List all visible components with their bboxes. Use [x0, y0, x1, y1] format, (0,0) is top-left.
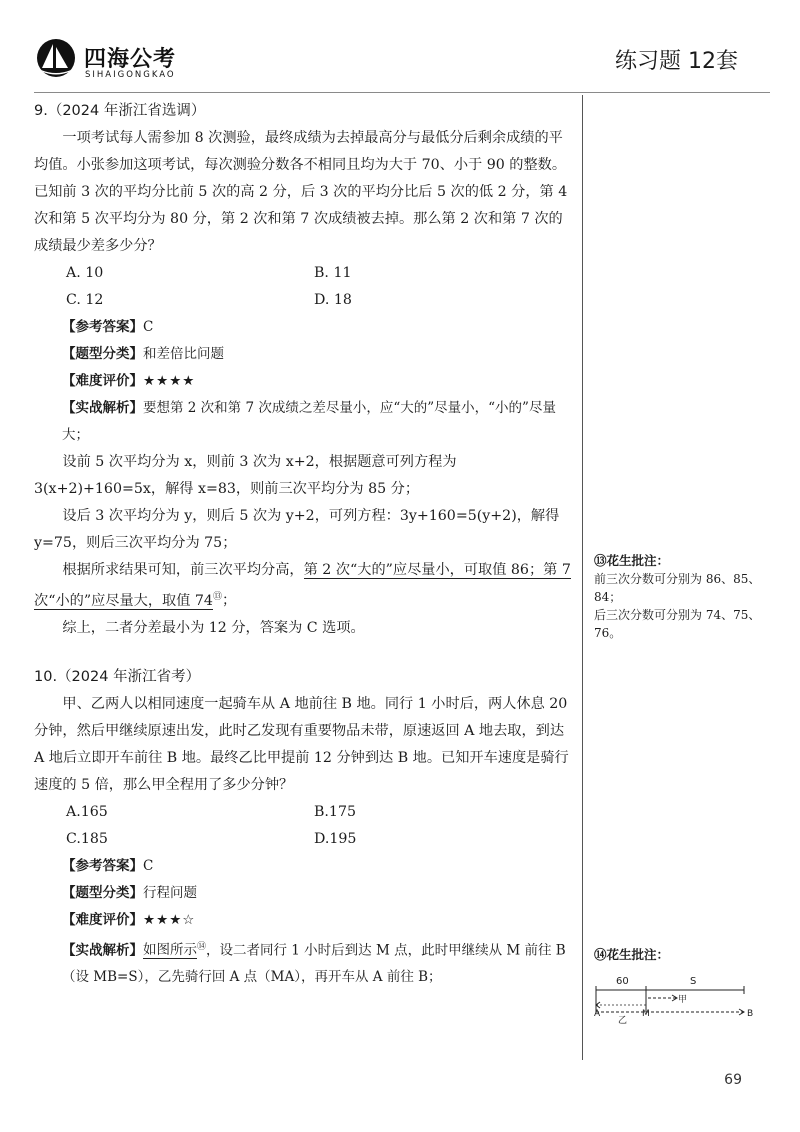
option-b: B.175	[314, 803, 357, 820]
diagram-label-jia: 甲	[678, 995, 688, 1005]
option-b: B. 11	[314, 265, 352, 281]
note-14-mark: ⑭	[197, 941, 207, 952]
analysis-label: 【实战解析】	[62, 400, 143, 416]
side-note-13	[594, 552, 774, 642]
margin-divider	[582, 95, 583, 1060]
difficulty-label: 【难度评价】	[62, 373, 143, 389]
question-10-heading: 10.（2024 年浙江省考）	[34, 668, 201, 685]
side-note-14-title: ⑭花生批注：	[594, 947, 670, 962]
option-c: C. 12	[66, 292, 104, 308]
diagram-label-m: M	[642, 1009, 650, 1019]
analysis-line	[34, 934, 574, 992]
type-value: 和差倍比问题	[143, 346, 224, 362]
answer-line	[34, 314, 574, 341]
analysis-line-4	[34, 557, 574, 615]
difficulty-label: 【难度评价】	[62, 911, 143, 928]
option-a: A.165	[66, 803, 108, 820]
question-10-options-row-1	[34, 799, 574, 826]
question-10-body: 甲、乙两人以相同速度一起骑车从 A 地前往 B 地。同行 1 小时后，两人休息 20 分钟，然后甲继续原速出发，此时乙发现有重要物品未带，原速返回 A 地去取，到达 A 地后立即开车前往 B 地。最终乙比甲提前 12 分钟到达 B 地。已知开车速度是骑行速度的 5 倍，那么甲全程用了多少分钟？	[34, 695, 569, 793]
answer-value: C	[143, 857, 154, 874]
analysis-text-5: 综上，二者分差最小为 12 分，答案为 C 选项。	[62, 619, 365, 636]
option-d: D. 18	[314, 292, 352, 308]
answer-line	[34, 853, 574, 880]
header-divider	[34, 92, 770, 93]
question-9-body: 一项考试每人需参加 8 次测验，最终成绩为去掉最高分与最低分后剩余成绩的平均值。小张参加这项考试，每次测验分数各不相同且均为大于 70、小于 90 的整数。已知前 3 次的平均分比前 5 次的高 2 分，后 3 次的平均分比后 5 次的低 2 分，第 4 次和第 5 次平均分为 80 分，第 2 次和第 7 次成绩被去掉。那么第 2 次和第 7 次的成绩最少差多少分？	[34, 130, 568, 254]
type-value: 行程问题	[143, 884, 197, 901]
analysis-text-a-underlined: 如图所示	[143, 942, 197, 959]
analysis-text-3: 设后 3 次平均分为 y，则后 5 次为 y+2，可列方程：3y+160=5(y+2)，解得 y=75，则后三次平均分为 75；	[34, 508, 560, 551]
note-13-mark: ⑬	[212, 592, 222, 602]
type-label: 【题型分类】	[62, 884, 143, 901]
type-line	[34, 880, 574, 907]
side-note-13-title: ⑬花生批注：	[594, 553, 670, 568]
diagram-label-s: S	[690, 976, 697, 987]
analysis-text-b: ，设二者同行 1 小时后到达 M 点，此时甲继续从 M 前往 B（设 MB=S），乙先骑行回 A 点（MA），再开车从 A 前往 B；	[62, 942, 566, 986]
diagram-label-a: A	[594, 1009, 601, 1019]
option-c: C.185	[66, 830, 108, 847]
side-note-14	[594, 946, 774, 964]
side-note-13-line-1: 前三次分数可分别为 86、85、84；	[594, 572, 761, 604]
question-9-options-row-1	[34, 260, 574, 287]
side-note-13-line-2: 后三次分数可分别为 74、75、76。	[594, 608, 761, 640]
analysis-text-2: 设前 5 次平均分为 x，则前 3 次为 x+2，根据题意可列方程为 3(x+2)+160=5x，解得 x=83，则前三次平均分为 85 分；	[34, 454, 457, 497]
question-9-options-row-2	[34, 287, 574, 314]
page-header	[0, 0, 800, 95]
diagram-label-yi: 乙	[618, 1016, 628, 1024]
answer-value: C	[143, 319, 154, 335]
diagram-label-b: B	[747, 1009, 754, 1019]
answer-label: 【参考答案】	[62, 319, 143, 335]
analysis-text-4a: 根据所求结果可知，前三次平均分高，	[62, 562, 304, 578]
analysis-text-1: 要想第 2 次和第 7 次成绩之差尽量小，应“大的”尽量小，“小的”尽量大；	[62, 400, 556, 443]
type-line	[34, 341, 574, 368]
route-diagram	[594, 972, 764, 1024]
sailboat-logo-icon	[35, 38, 77, 78]
diagram-label-60: 60	[616, 976, 629, 987]
question-gap	[34, 642, 574, 664]
main-column	[34, 98, 574, 991]
type-label: 【题型分类】	[62, 346, 143, 362]
brand-subtitle: SIHAIGONGKAO	[85, 70, 176, 80]
analysis-label: 【实战解析】	[62, 942, 143, 959]
brand-name: 四海公考	[84, 47, 177, 72]
analysis-text-4c: ；	[221, 592, 237, 609]
difficulty-stars: ★★★☆	[143, 911, 196, 928]
question-9-heading: 9.（2024 年浙江省选调）	[34, 103, 206, 119]
difficulty-stars: ★★★★	[143, 373, 196, 389]
answer-label: 【参考答案】	[62, 857, 143, 874]
option-d: D.195	[314, 830, 357, 847]
difficulty-line	[34, 907, 574, 934]
analysis-line-1	[34, 395, 574, 449]
question-10-options-row-2	[34, 826, 574, 853]
analysis-text-4b-underlined: 第 2 次“大的”应尽量小，可取值 86；第 7 次“小的”应尽量大，取值 74	[34, 562, 571, 609]
option-a: A. 10	[66, 265, 104, 281]
difficulty-line	[34, 368, 574, 395]
page-number: 69	[724, 1072, 742, 1088]
book-title: 练习题 12套	[615, 49, 738, 74]
